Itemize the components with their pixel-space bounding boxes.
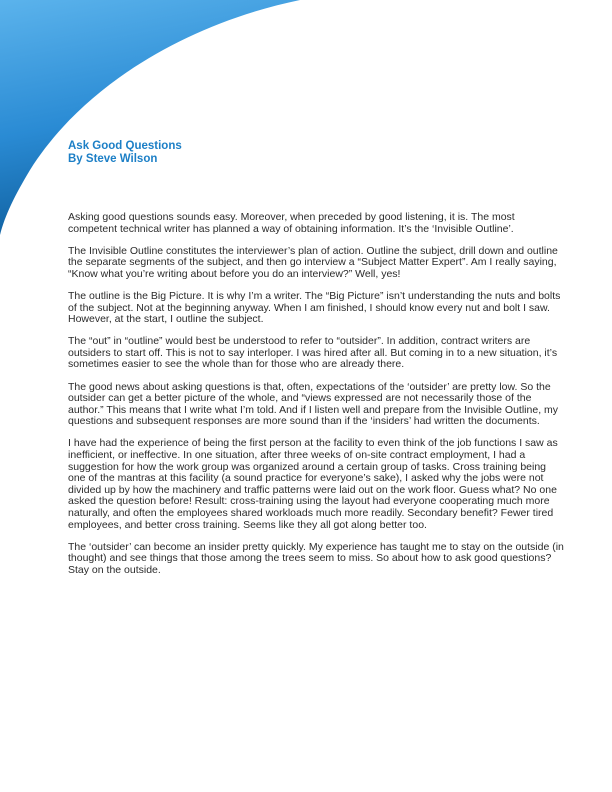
paragraph: The ‘outsider’ can become an insider pretty quickly. My experience has taught me to stay on the outside (in thought) and see things that those among the trees seem to miss. So about how to ask good questions? Stay on the outside. <box>68 540 564 576</box>
article-body <box>68 212 565 587</box>
article-title: Ask Good Questions <box>68 140 182 152</box>
paragraph: Asking good questions sounds easy. Moreover, when preceded by good listening, it is. The most competent technical writer has planned a way of obtaining information. It’s the ‘Invisible Outline’. <box>68 211 515 235</box>
article-byline: By Steve Wilson <box>68 153 158 165</box>
paragraph: I have had the experience of being the first person at the facility to even think of the job functions I saw as inefficient, or ineffective. In one situation, after three weeks of on-site contract employment, I had a suggestion for how the work group was organized around a certain group of tasks. Cross training being one of the mantras at this facility (a sound practice for everyone’s sake), I asked why the jobs were not divided up by how the machinery and traffic patterns were laid out on the work floor. Guess what? No one asked the question before! Result: cross-training using the layout had everyone cooperating much more naturally, and often the employees shared workloads much more readily. Secondary benefit? Fewer tired employees, and better cross training. Seems like they all got along better too. <box>68 437 558 531</box>
article-header <box>68 140 182 166</box>
paragraph: The outline is the Big Picture. It is why I’m a writer. The “Big Picture” isn’t understanding the nuts and bolts of the subject. Not at the beginning anyway. When I am finished, I should know every nut and bolt I saw. However, at the start, I outline the subject. <box>68 289 561 326</box>
paragraph: The Invisible Outline constitutes the interviewer’s plan of action. Outline the subject, drill down and outline the separate segments of the subject, and then go interview a “Subject Matter Expert”. Am I really saying, “Know what you’re writing about before you do an interview?” Well, yes! <box>68 244 558 280</box>
paragraph: The good news about asking questions is that, often, expectations of the ‘outsider’ are pretty low. So the outsider can get a better picture of the whole, and “views expressed are not necessarily those of the author.” This means that I write what I’m told. And if I listen well and prepare from the Invisible Outline, my questions and subsequent responses are more sound than if the ‘insiders’ had written the documents. <box>68 380 559 428</box>
paragraph: The “out” in “outline” would best be understood to refer to “outsider”. In addition, contract writers are outsiders to start off. This is not to say interloper. I was hired after all. But coming in to a new situation, it’s sometimes easier to see the whole than for those who are already there. <box>68 335 558 371</box>
